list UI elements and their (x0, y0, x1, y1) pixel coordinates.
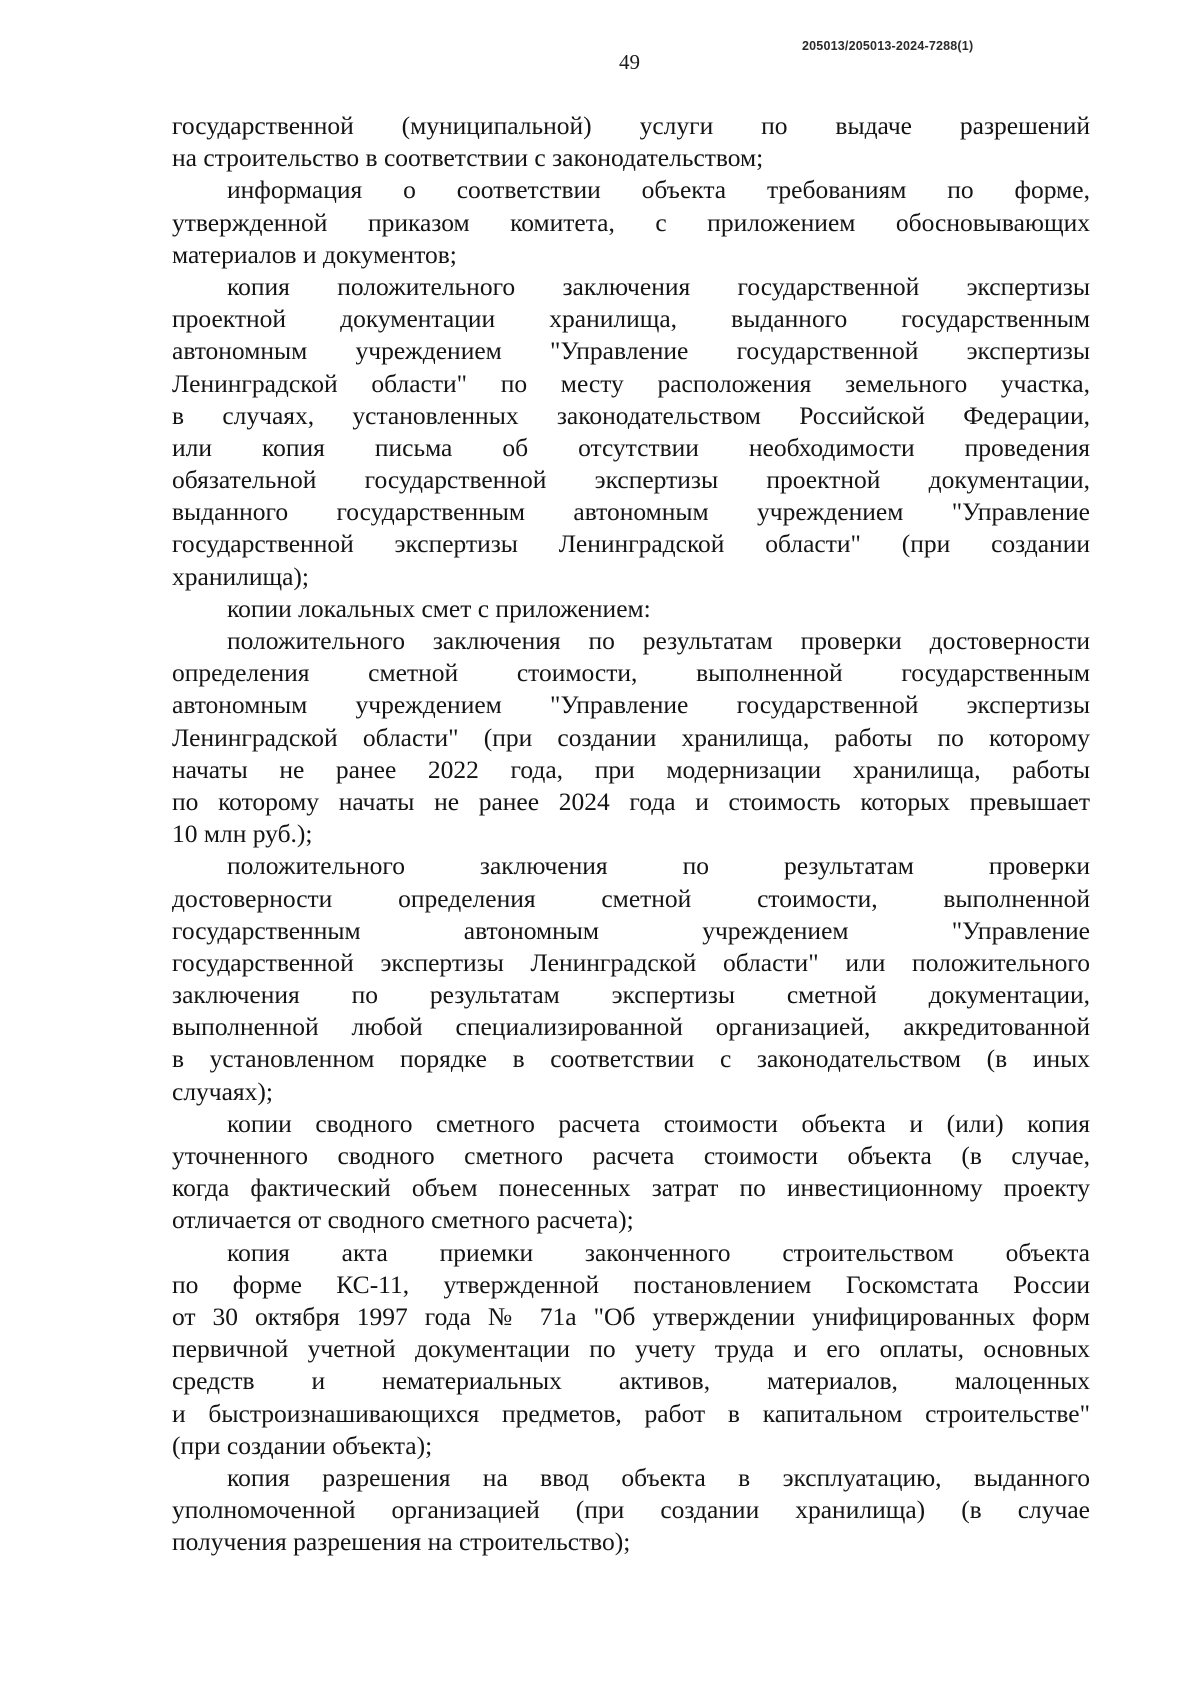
paragraph-first-line: положительного заключения по результатам проверки достоверности (227, 626, 1090, 655)
text-line: хранилища); (172, 561, 310, 591)
text-line: по форме КС-11, утвержденной постановлением Госкомстата России (172, 1269, 1090, 1299)
paragraph-first-line: копии сводного сметного расчета стоимости объекта и (или) копия (227, 1108, 1090, 1138)
text-line: определения сметной стоимости, выполненной государственным (172, 658, 1090, 688)
text-line: автономным учреждением "Управление государственной экспертизы (172, 336, 1090, 366)
text-line: на строительство в соответствии с законодательством; (172, 143, 764, 173)
text-line: автономным учреждением "Управление государственной экспертизы (172, 690, 1090, 720)
text-line: государственной экспертизы Ленинградской области" или положительного (172, 947, 1090, 977)
text-line: в случаях, установленных законодательством Российской Федерации, (172, 400, 1090, 430)
text-line: уточненного сводного сметного расчета стоимости объекта (в случае, (172, 1141, 1090, 1170)
text-line: уполномоченной организацией (при создании хранилища) (в случае (172, 1495, 1090, 1525)
text-line: от 30 октября 1997 года № 71а "Об утверждении унифицированных форм (172, 1301, 1090, 1331)
text-line: отличается от сводного сметного расчета); (172, 1205, 634, 1235)
text-line: проектной документации хранилища, выданного государственным (172, 304, 1090, 334)
text-line: и быстроизнашивающихся предметов, работ в капитальном строительстве" (172, 1398, 1090, 1428)
text-line: утвержденной приказом комитета, с приложением обосновывающих (172, 207, 1090, 237)
paragraph-first-line: копия положительного заключения государственной экспертизы (227, 271, 1090, 301)
text-line: государственным автономным учреждением "Управление (172, 915, 1090, 945)
text-line: 10 млн руб.); (172, 819, 313, 849)
text-line: государственной экспертизы Ленинградской области" (при создании (172, 529, 1090, 559)
text-line: по которому начаты не ранее 2024 года и стоимость которых превышает (172, 786, 1090, 816)
page-number: 49 (619, 50, 640, 74)
text-line: когда фактический объем понесенных затрат по инвестиционному проекту (172, 1173, 1090, 1203)
text-line: достоверности определения сметной стоимости, выполненной (172, 883, 1090, 913)
text-line: (при создании объекта); (172, 1430, 433, 1460)
paragraph-first-line: информация о соответствии объекта требованиям по форме, (227, 175, 1090, 205)
text-line: государственной (муниципальной) услуги по выдаче разрешений (172, 111, 1090, 140)
text-line: получения разрешения на строительство); (172, 1527, 631, 1557)
text-line: Ленинградской области" (при создании хранилища, работы по которому (172, 722, 1090, 752)
paragraph-first-line: копии локальных смет с приложением: (227, 593, 651, 623)
text-line: случаях); (172, 1076, 273, 1106)
text-line: начаты не ранее 2022 года, при модернизации хранилища, работы (172, 754, 1090, 784)
paragraph-first-line: копия разрешения на ввод объекта в эксплуатацию, выданного (227, 1462, 1090, 1492)
text-line: средств и нематериальных активов, материалов, малоценных (172, 1366, 1090, 1396)
text-line: материалов и документов; (172, 239, 457, 269)
text-line: Ленинградской области" по месту расположения земельного участка, (172, 368, 1090, 398)
text-line: первичной учетной документации по учету труда и его оплаты, основных (172, 1334, 1090, 1364)
text-line: обязательной государственной экспертизы проектной документации, (172, 465, 1090, 495)
text-line: выданного государственным автономным учреждением "Управление (172, 497, 1090, 527)
text-line: выполненной любой специализированной организацией, аккредитованной (172, 1012, 1090, 1042)
text-line: заключения по результатам экспертизы сметной документации, (172, 980, 1090, 1010)
document-registration-number: 205013/205013-2024-7288(1) (802, 39, 974, 53)
paragraph-first-line: копия акта приемки законченного строительством объекта (227, 1237, 1090, 1267)
paragraph-first-line: положительного заключения по результатам проверки (227, 851, 1090, 881)
document-body (172, 110, 1090, 1558)
text-line: в установленном порядке в соответствии с законодательством (в иных (172, 1044, 1090, 1074)
text-line: или копия письма об отсутствии необходимости проведения (172, 432, 1090, 462)
